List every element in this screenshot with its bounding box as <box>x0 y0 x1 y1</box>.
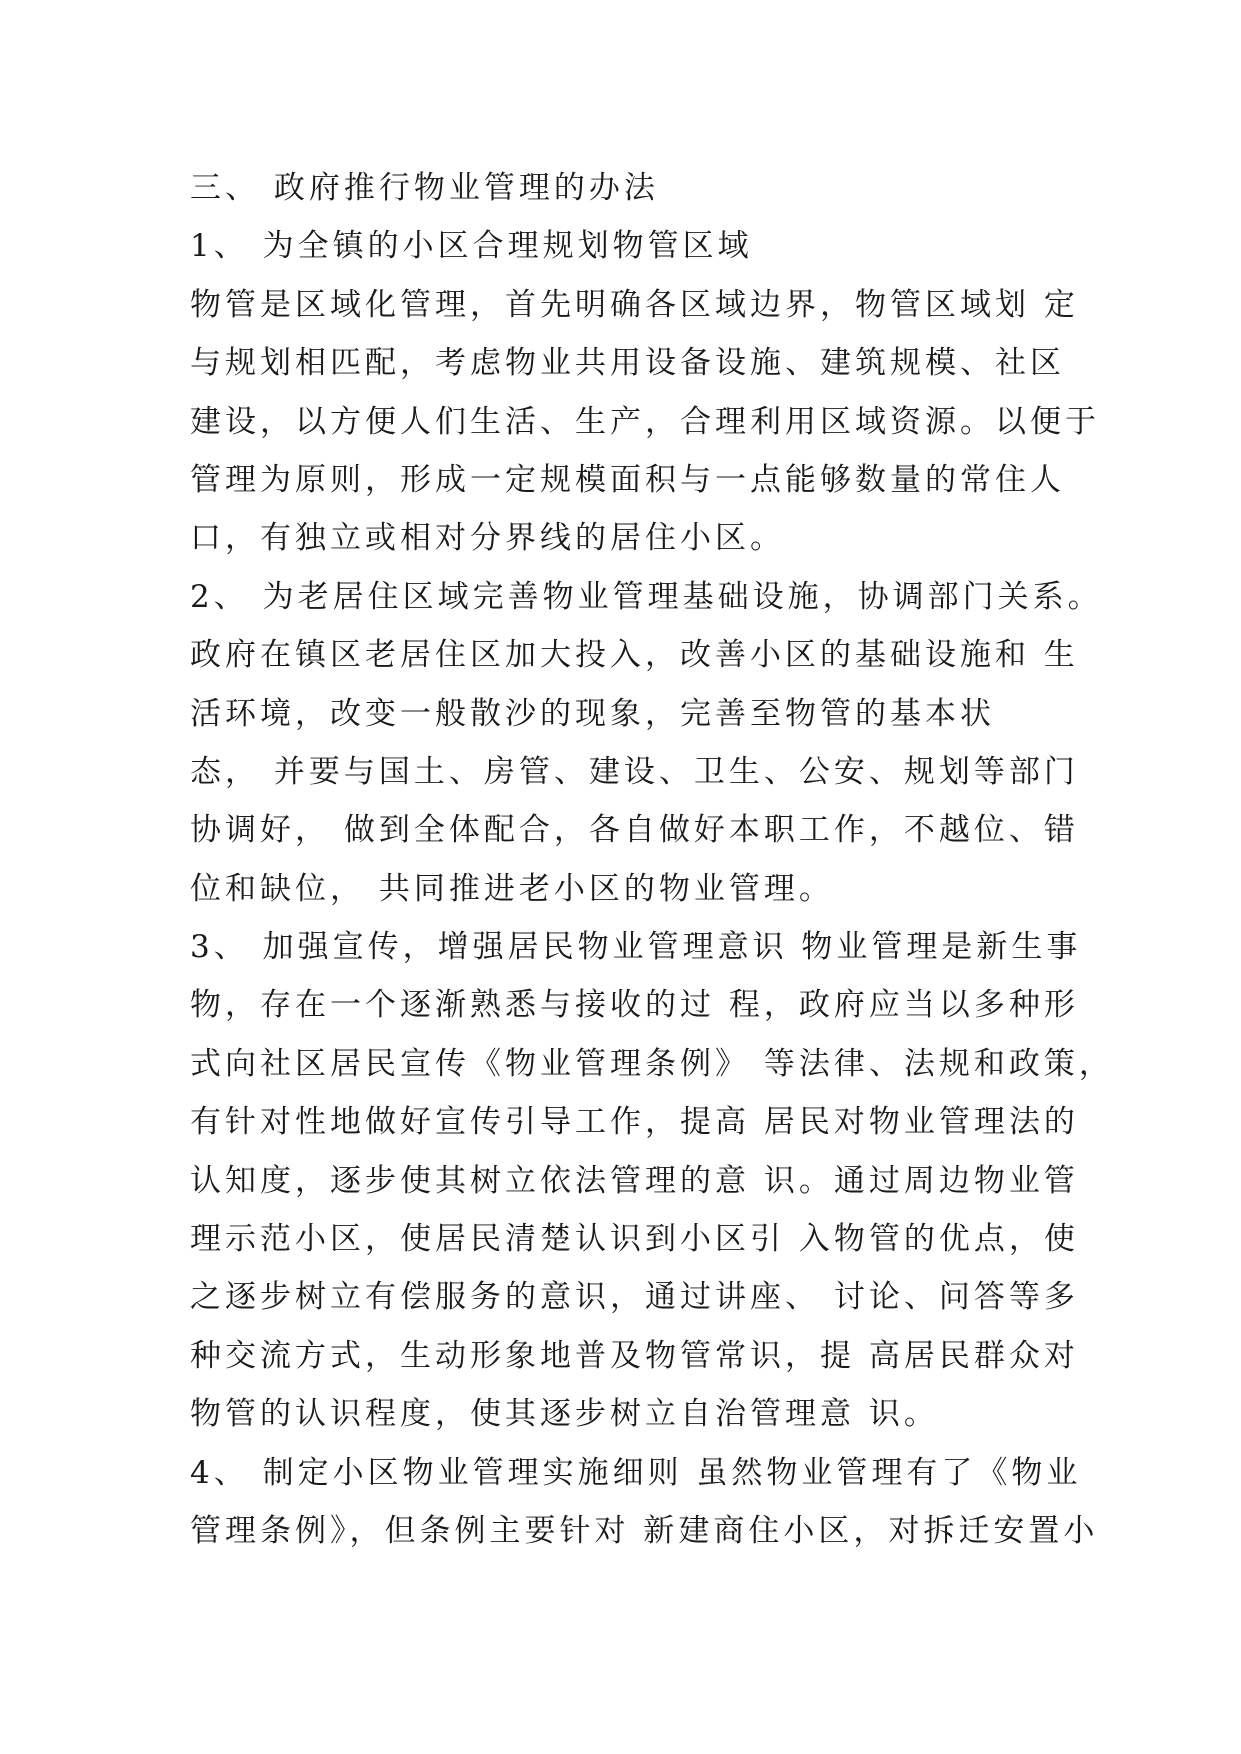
paragraph-line: 管理为原则，形成一定规模面积与一点能够数量的常住人 <box>190 461 1065 498</box>
subheading-4: 4、 制定小区物业管理实施细则 虽然物业管理有了《物业 <box>190 1454 1082 1491</box>
section-heading: 三、 政府推行物业管理的办法 <box>190 170 659 206</box>
paragraph-line: 态， 并要与国土、房管、建设、卫生、公安、规划等部门 <box>190 753 1079 790</box>
paragraph-line: 活环境，改变一般散沙的现象，完善至物管的基本状 <box>190 695 995 732</box>
paragraph-line: 位和缺位， 共同推进老小区的物业管理。 <box>190 870 834 907</box>
paragraph-line: 理示范小区，使居民清楚认识到小区引 入物管的优点，使 <box>190 1221 1079 1258</box>
subheading-1: 1、 为全镇的小区合理规划物管区域 <box>190 228 753 265</box>
paragraph-line: 物管是区域化管理，首先明确各区域边界，物管区域划 定 <box>190 286 1079 323</box>
paragraph-line: 口，有独立或相对分界线的居住小区。 <box>190 520 785 557</box>
paragraph-line: 物，存在一个逐渐熟悉与接收的过 程，政府应当以多种形 <box>190 987 1079 1024</box>
paragraph-line: 种交流方式，生动形象地普及物管常识，提 高居民群众对 <box>190 1337 1079 1374</box>
subheading-3: 3、 加强宣传，增强居民物业管理意识 物业管理是新生事 <box>190 929 1082 966</box>
paragraph-line: 认知度，逐步使其树立依法管理的意 识。通过周边物业管 <box>190 1162 1079 1199</box>
paragraph-line: 管理条例》，但条例主要针对 新建商住小区，对拆迁安置小 <box>190 1512 1099 1549</box>
paragraph-line: 与规划相匹配，考虑物业共用设备设施、建筑规模、社区 <box>190 345 1065 382</box>
paragraph-line: 有针对性地做好宣传引导工作，提高 居民对物业管理法的 <box>190 1104 1079 1141</box>
subheading-2: 2、 为老居住区域完善物业管理基础设施，协调部门关系。 <box>190 578 1103 615</box>
paragraph-line: 政府在镇区老居住区加大投入，改善小区的基础设施和 生 <box>190 637 1079 674</box>
paragraph-line: 式向社区居民宣传《物业管理条例》 等法律、法规和政策， <box>190 1045 1114 1082</box>
paragraph-line: 建设，以方便人们生活、生产，合理利用区域资源。以便于 <box>190 403 1100 440</box>
paragraph-line: 物管的认识程度，使其逐步树立自治管理意 识。 <box>190 1396 939 1433</box>
document-body <box>190 159 1114 1560</box>
paragraph-line: 协调好， 做到全体配合，各自做好本职工作，不越位、错 <box>190 812 1079 849</box>
paragraph-line: 之逐步树立有偿服务的意识，通过讲座、 讨论、问答等多 <box>190 1279 1079 1316</box>
